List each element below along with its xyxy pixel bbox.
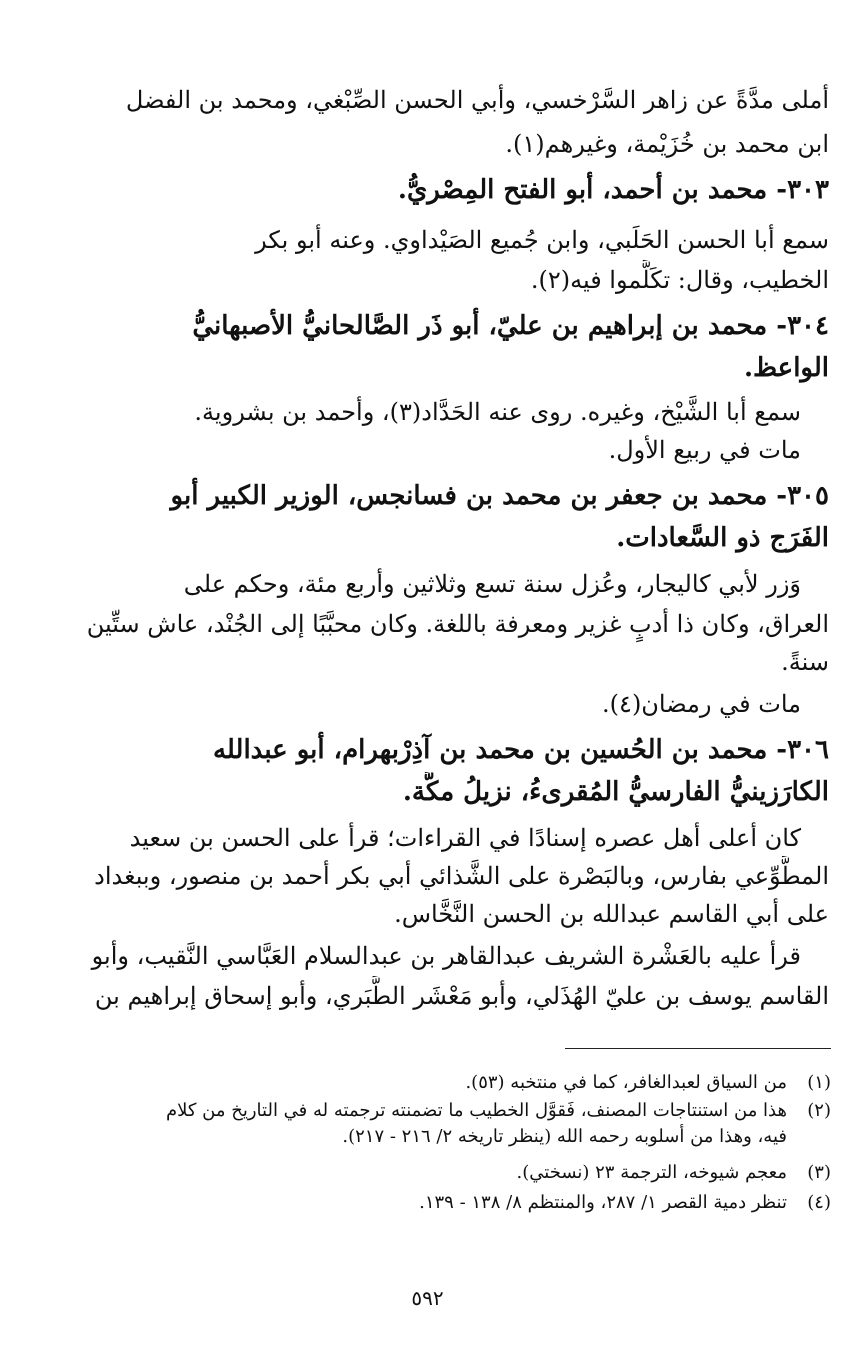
footnote-2	[26, 1098, 831, 1124]
text-line: سمع أبا الحسن الحَلَبي، وابن جُميع الصَيْداوي. وعنه أبو بكر	[255, 226, 829, 254]
footnote-number: (٣)	[807, 1162, 831, 1183]
footnote-number: (١)	[807, 1072, 831, 1093]
text-line: مات في رمضان(٤).	[602, 690, 801, 718]
text-line: ابن محمد بن خُزَيْمة، وغيرهم(١).	[505, 130, 829, 158]
page-number: ٥٩٢	[411, 1286, 444, 1310]
entry-heading-304-cont: الواعظ.	[743, 353, 829, 383]
footnote-text: من السياق لعبدالغافر، كما في منتخبه (٥٣).	[465, 1072, 787, 1093]
footnote-4	[26, 1190, 831, 1216]
entry-heading-305-cont: الفَرَج ذو السَّعادات.	[616, 523, 829, 553]
entry-heading-306-cont: الكارَزينيُّ الفارسيُّ المُقرىءُ، نزيلُ مكَّة.	[402, 777, 829, 807]
text-line: سمع أبا الشَّيْخ، وغيره. روى عنه الحَدَّاد(٣)، وأحمد بن بشروية.	[194, 398, 801, 426]
footnote-2-cont	[26, 1124, 831, 1150]
footnote-text: هذا من استنتاجات المصنف، فَقوَّل الخطيب ما تضمنته ترجمته له في التاريخ من كلام	[165, 1100, 787, 1121]
text-line: وَزر لأبي كاليجار، وعُزل سنة تسع وثلاثين وأربع مئة، وحكم على	[183, 570, 801, 598]
text-line: مات في ربيع الأول.	[608, 436, 801, 464]
text-line: على أبي القاسم عبدالله بن الحسن النَّخَّاس.	[394, 900, 829, 928]
entry-heading-305: ٣٠٥- محمد بن جعفر بن محمد بن فسانجس، الوزير الكبير أبو	[170, 481, 829, 511]
text-line: القاسم يوسف بن عليّ الهُذَلي، وأبو مَعْشَر الطَّبَري، وأبو إسحاق إبراهيم بن	[94, 982, 829, 1010]
text-line: الخطيب، وقال: تكَلَّموا فيه(٢).	[530, 266, 829, 294]
text-line: العراق، وكان ذا أدبٍ غزير ومعرفة باللغة. وكان محبَّبًا إلى الجُنْد، عاش ستِّين	[86, 610, 829, 638]
footnote-text: فيه، وهذا من أسلوبه رحمه الله (ينظر تاريخه ٢/ ٢١٦ - ٢١٧).	[342, 1126, 787, 1147]
text-line: كان أعلى أهل عصره إسنادًا في القراءات؛ قرأ على الحسن بن سعيد	[129, 824, 801, 852]
entry-heading-304: ٣٠٤- محمد بن إبراهيم بن عليّ، أبو ذَر الصَّالحانيُّ الأصبهانيُّ	[192, 311, 829, 341]
footnote-text: تنظر دمية القصر ١/ ٢٨٧، والمنتظم ٨/ ١٣٨ - ١٣٩.	[419, 1192, 787, 1213]
footnote-number: (٤)	[807, 1192, 831, 1213]
entry-heading-303: ٣٠٣- محمد بن أحمد، أبو الفتح المِصْريُّ.	[397, 175, 829, 205]
footnote-3	[26, 1160, 831, 1186]
text-line: المطَّوِّعي بفارس، وبالبَصْرة على الشَّذائي أبي بكر أحمد بن منصور، وببغداد	[94, 862, 829, 890]
text-line: أملى مدَّةً عن زاهر السَّرْخسي، وأبي الحسن الصِّبْغي، ومحمد بن الفضل	[125, 86, 829, 114]
text-line: قرأ عليه بالعَشْرة الشريف عبدالقاهر بن عبدالسلام العَبَّاسي النَّقيب، وأبو	[91, 942, 801, 970]
entry-heading-306: ٣٠٦- محمد بن الحُسين بن محمد بن آذِرْبهرام، أبو عبدالله	[212, 735, 829, 765]
footnote-divider	[565, 1048, 831, 1049]
text-line: سنةً.	[781, 648, 829, 676]
footnote-1	[26, 1070, 831, 1096]
footnote-text: معجم شيوخه، الترجمة ٢٣ (نسختي).	[516, 1162, 787, 1183]
footnote-number: (٢)	[807, 1100, 831, 1121]
